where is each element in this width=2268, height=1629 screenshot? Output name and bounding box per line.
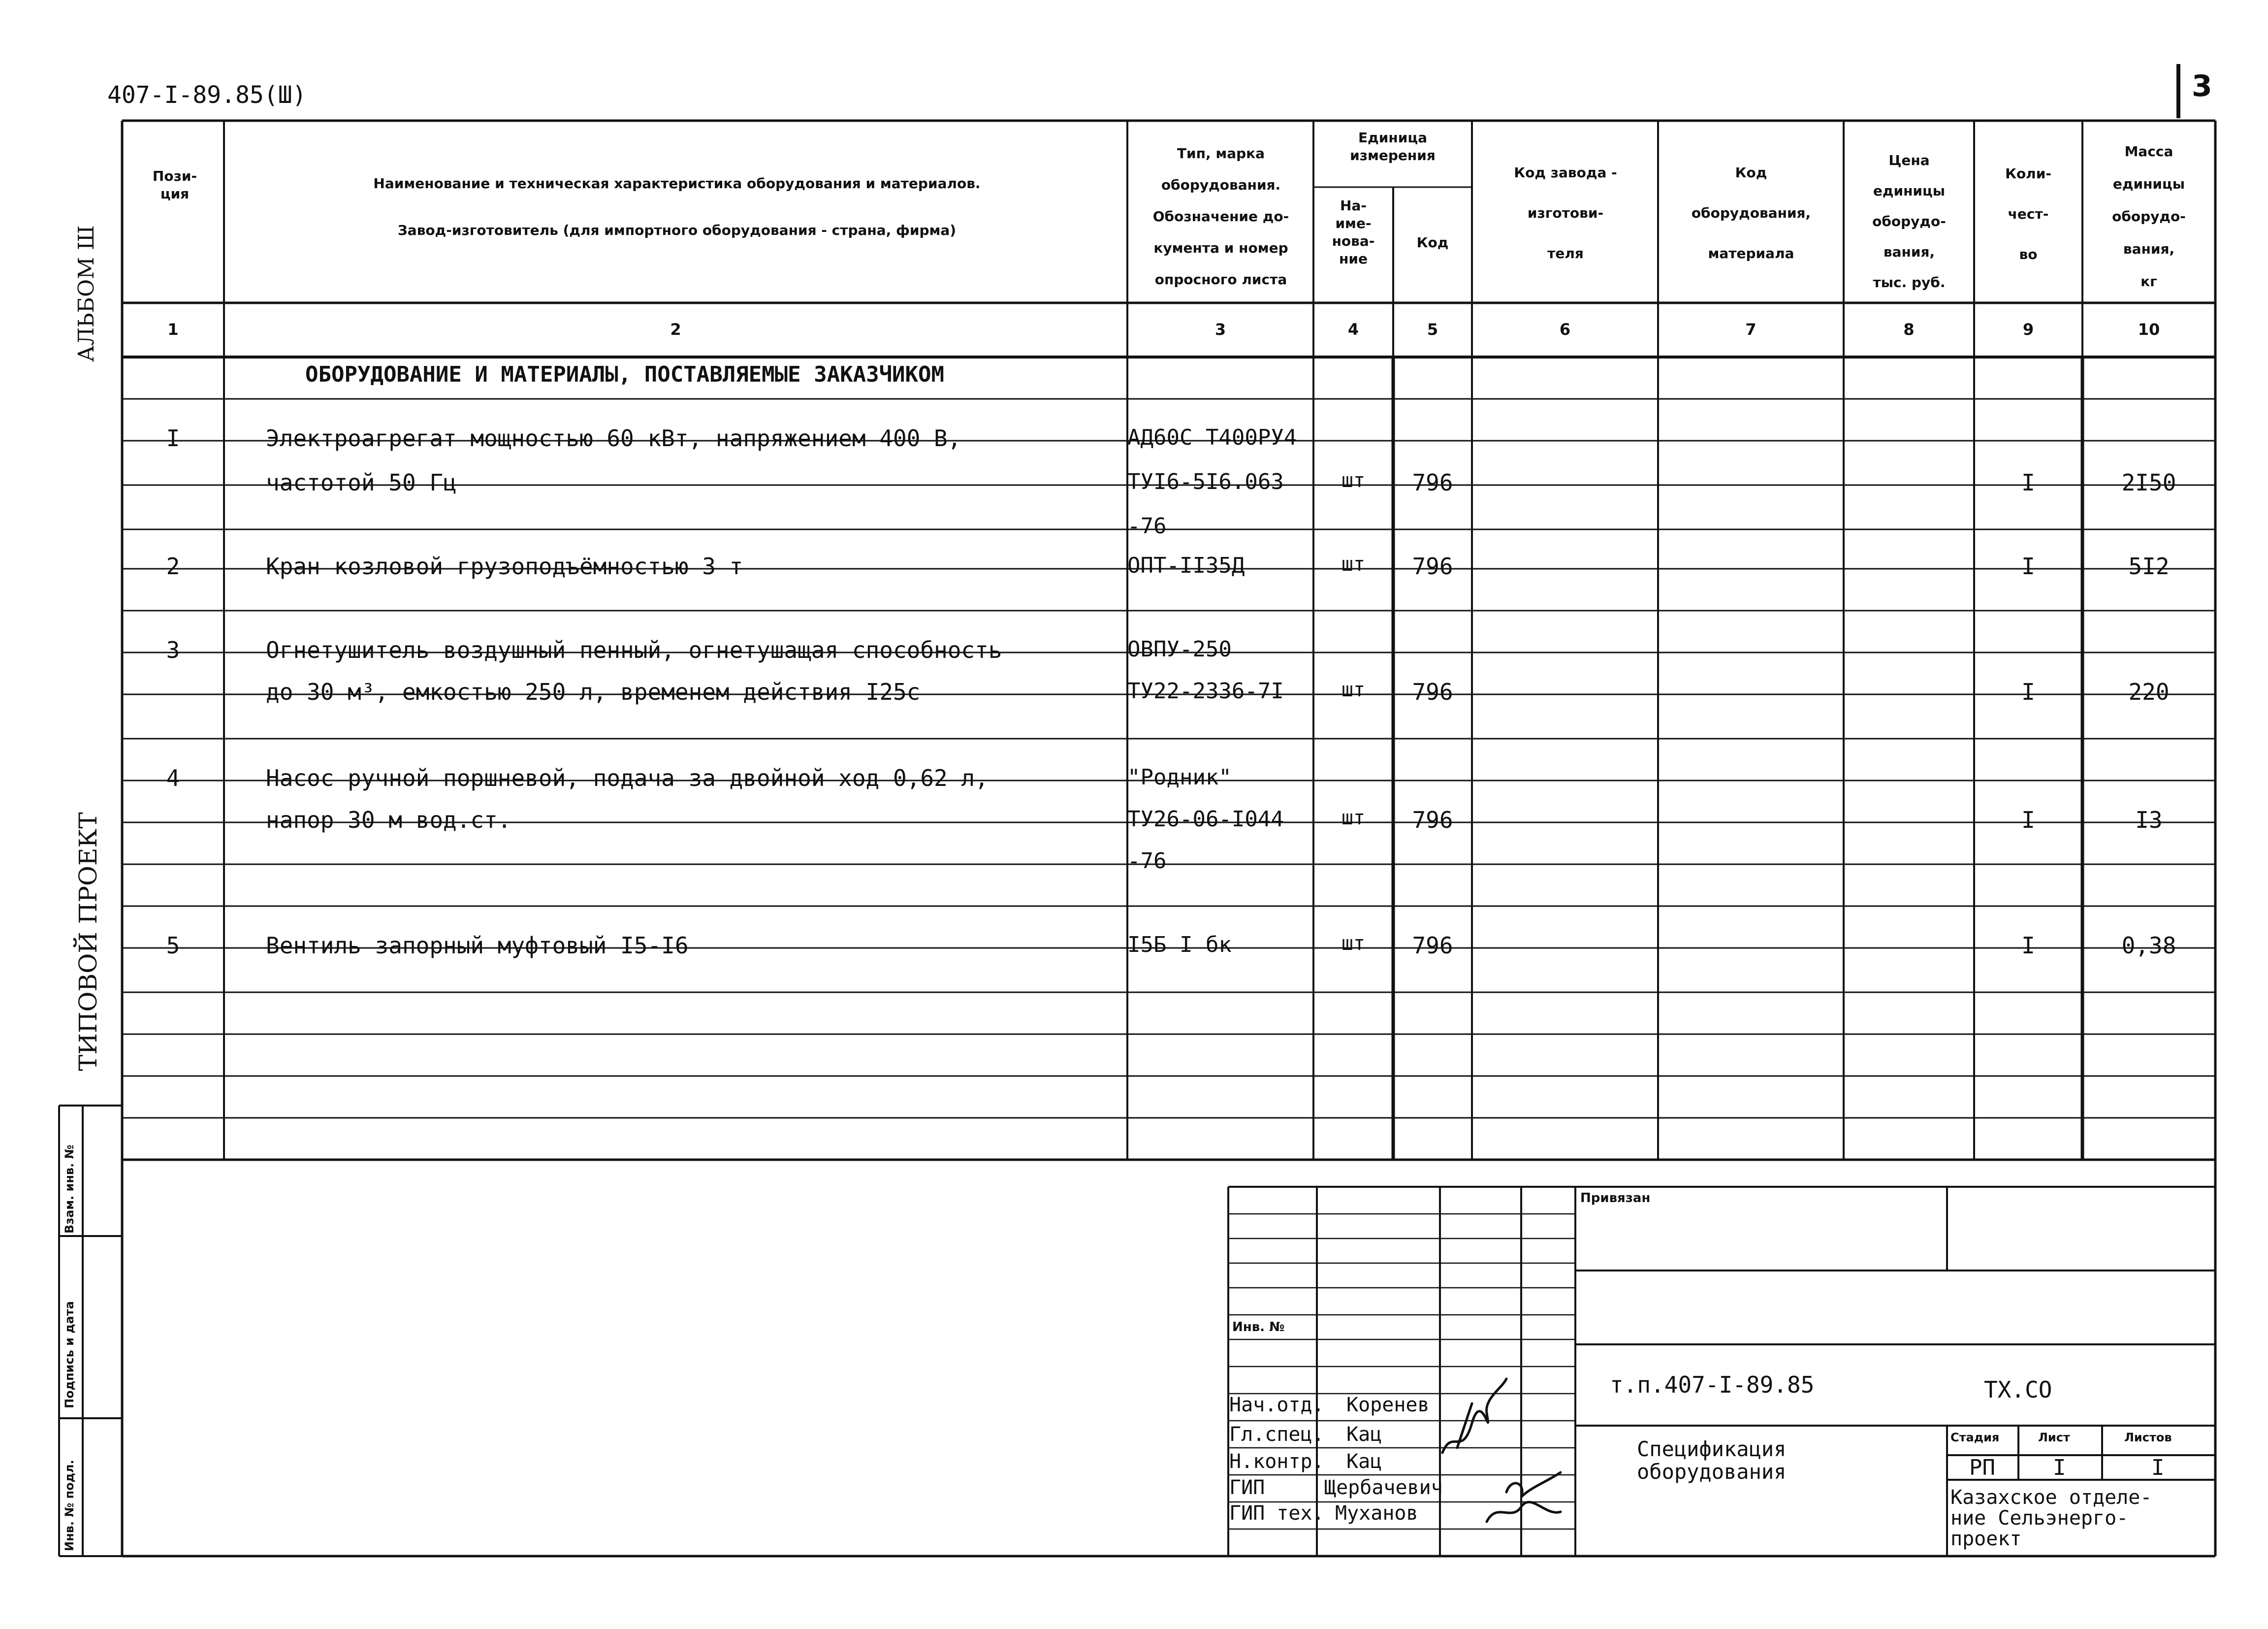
- sign-date-label: Подпись и дата: [63, 1301, 76, 1408]
- signatory-name-1: Коренев: [1346, 1394, 1430, 1416]
- cell-type: ТУ26-06-I044: [1127, 807, 1284, 832]
- cell-name: частотой 50 Гц: [266, 469, 457, 496]
- signatory-name-3: Кац: [1346, 1450, 1382, 1473]
- header-quantity: Коли- чест- во: [2005, 165, 2051, 262]
- doc-number: т.п.407-I-89.85: [1610, 1371, 1815, 1398]
- cell-unit: шт: [1341, 932, 1366, 955]
- organization: Казахское отделе- ние Сельэнерго- проект: [1950, 1486, 2152, 1550]
- cell-type: I5Б I бк: [1127, 932, 1232, 957]
- cell-mass: 2I50: [2121, 469, 2176, 496]
- col-number-6: 6: [1559, 320, 1571, 339]
- header-mass: Масса единицы оборудо- вания, кг: [2112, 143, 2186, 290]
- signatory-name-2: Кац: [1346, 1423, 1382, 1446]
- header-unit-group: Единица измерения: [1350, 130, 1436, 163]
- sheet-label: Лист: [2038, 1431, 2070, 1444]
- cell-name: до 30 м³, емкостью 250 л, временем действия I25с: [266, 679, 921, 705]
- cell-position: 3: [166, 637, 180, 663]
- page-number: 3: [2192, 69, 2212, 103]
- signatory-name-4: Щербачевич: [1324, 1476, 1443, 1499]
- cell-type: ТУI6-5I6.063: [1127, 469, 1284, 494]
- col-number-5: 5: [1427, 320, 1438, 339]
- cell-name: напор 30 м вод.ст.: [266, 807, 511, 833]
- inv-label: Инв. №: [1232, 1320, 1285, 1335]
- handwritten-signatures: [1437, 1359, 1575, 1536]
- inv-replace-label: Взам. инв. №: [63, 1144, 76, 1234]
- cell-code: 796: [1412, 553, 1453, 580]
- cell-quantity: I: [2021, 553, 2035, 580]
- cell-name: Огнетушитель воздушный пенный, огнетушащая способность: [266, 637, 1002, 663]
- stage-label: Стадия: [1950, 1431, 2000, 1444]
- cell-type: "Родник": [1127, 765, 1232, 790]
- header-equip-code: Код оборудования, материала: [1691, 164, 1811, 261]
- cell-unit: шт: [1341, 469, 1366, 492]
- cell-mass: 5I2: [2128, 553, 2170, 580]
- col-number-1: 1: [167, 320, 179, 339]
- cell-type: АД60С Т400РУ4: [1127, 425, 1297, 450]
- cell-unit: шт: [1341, 807, 1366, 829]
- cell-type: -76: [1127, 514, 1167, 539]
- cell-name: Вентиль запорный муфтовый I5-I6: [266, 932, 689, 959]
- cell-type: ТУ22-2336-7I: [1127, 679, 1284, 704]
- doc-title: Спецификация оборудования: [1637, 1437, 1787, 1484]
- inv-orig-label: Инв. № подл.: [63, 1460, 76, 1551]
- cell-quantity: I: [2021, 679, 2035, 705]
- cell-type: -76: [1127, 848, 1167, 874]
- header-unit-name: На- име- нова- ние: [1332, 197, 1375, 267]
- document-code: 407-I-89.85(Ш): [107, 81, 307, 109]
- header-price: Цена единицы оборудо- вания, тыс. руб.: [1872, 152, 1946, 291]
- header-unit-code: Код: [1416, 234, 1449, 251]
- cell-position: I: [166, 425, 180, 452]
- cell-type: ОПТ-II35Д: [1127, 553, 1245, 578]
- header-factory-code: Код завода - изготови- теля: [1514, 164, 1617, 261]
- cell-code: 796: [1412, 679, 1453, 705]
- signatory-role-3: Н.контр.: [1229, 1450, 1324, 1473]
- sheet-value: I: [2053, 1455, 2066, 1480]
- cell-code: 796: [1412, 807, 1453, 833]
- signatory-role-2: Гл.спец.: [1229, 1423, 1324, 1446]
- col-number-3: 3: [1214, 320, 1226, 339]
- sheets-label: Листов: [2124, 1431, 2172, 1444]
- cell-quantity: I: [2021, 469, 2035, 496]
- cell-mass: 220: [2128, 679, 2170, 705]
- doc-mark: ТХ.СО: [1984, 1376, 2052, 1403]
- col-number-7: 7: [1745, 320, 1757, 339]
- cell-unit: шт: [1341, 679, 1366, 701]
- signatory-role-1: Нач.отд.: [1229, 1394, 1324, 1416]
- col-number-4: 4: [1347, 320, 1359, 339]
- col-number-8: 8: [1903, 320, 1915, 339]
- header-name-line2: Завод-изготовитель (для импортного оборудования - страна, фирма): [397, 222, 957, 238]
- header-type: Тип, марка оборудования. Обозначение до- кумента и номер опросного листа: [1152, 145, 1289, 288]
- cell-quantity: I: [2021, 932, 2035, 959]
- cell-name: Кран козловой грузоподъёмностью 3 т: [266, 553, 743, 580]
- section-title: ОБОРУДОВАНИЕ И МАТЕРИАЛЫ, ПОСТАВЛЯЕМЫЕ ЗАКАЗЧИКОМ: [305, 362, 945, 387]
- stage-value: РП: [1969, 1455, 1995, 1480]
- col-number-2: 2: [670, 320, 681, 339]
- tied-label: Привязан: [1580, 1191, 1651, 1205]
- signatory-role-5: ГИП тех.: [1229, 1502, 1324, 1525]
- cell-code: 796: [1412, 932, 1453, 959]
- project-type-label: ТИПОВОЙ ПРОЕКТ: [74, 812, 102, 1071]
- signatory-name-5: Муханов: [1335, 1502, 1418, 1525]
- col-number-10: 10: [2138, 320, 2160, 339]
- cell-type: ОВПУ-250: [1127, 637, 1232, 662]
- signatory-role-4: ГИП: [1229, 1476, 1265, 1499]
- cell-unit: шт: [1341, 553, 1366, 576]
- cell-position: 5: [166, 932, 180, 959]
- cell-name: Насос ручной поршневой, подача за двойной ход 0,62 л,: [266, 765, 989, 791]
- header-position: Пози- ция: [152, 168, 197, 202]
- col-number-9: 9: [2022, 320, 2034, 339]
- cell-position: 4: [166, 765, 180, 791]
- cell-name: Электроагрегат мощностью 60 кВт, напряжением 400 В,: [266, 425, 961, 452]
- cell-code: 796: [1412, 469, 1453, 496]
- cell-position: 2: [166, 553, 180, 580]
- header-name-line1: Наименование и техническая характеристика оборудования и материалов.: [373, 175, 981, 192]
- cell-mass: I3: [2135, 807, 2163, 833]
- sheets-value: I: [2151, 1455, 2165, 1480]
- cell-mass: 0,38: [2121, 932, 2176, 959]
- cell-quantity: I: [2021, 807, 2035, 833]
- album-label: АЛЬБОМ Ш: [74, 225, 99, 362]
